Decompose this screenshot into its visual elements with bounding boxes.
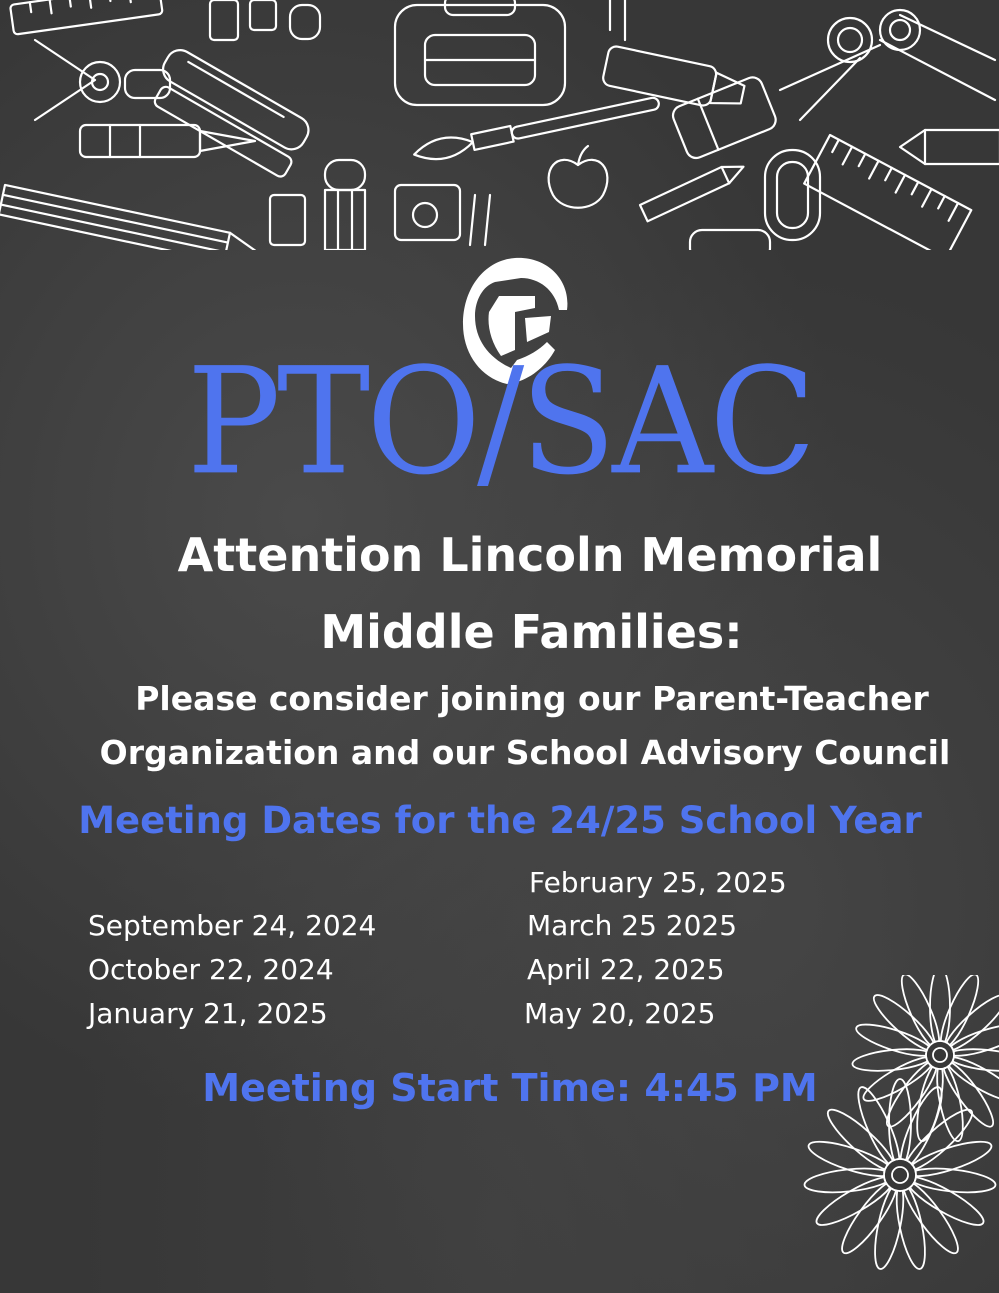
meeting-start-time: Meeting Start Time: 4:45 PM: [202, 1066, 818, 1110]
date-january: January 21, 2025: [88, 997, 328, 1030]
invite-line-1: Please consider joining our Parent-Teacher: [135, 679, 929, 718]
headline-line-1: Attention Lincoln Memorial: [177, 528, 883, 582]
invite-line-2: Organization and our School Advisory Council: [99, 733, 951, 772]
date-may: May 20, 2025: [524, 997, 716, 1030]
date-september: September 24, 2024: [88, 909, 377, 942]
meeting-dates-heading: Meeting Dates for the 24/25 School Year: [78, 799, 922, 842]
date-april: April 22, 2025: [527, 953, 725, 986]
daisy-flowers-icon: [780, 975, 999, 1293]
headline-line-2: Middle Families:: [320, 605, 743, 659]
date-october: October 22, 2024: [88, 953, 334, 986]
date-march: March 25 2025: [527, 909, 738, 942]
date-february: February 25, 2025: [529, 866, 787, 899]
pto-sac-logo: PTO/SAC: [186, 336, 813, 509]
school-supplies-doodle-icon: [0, 0, 999, 250]
